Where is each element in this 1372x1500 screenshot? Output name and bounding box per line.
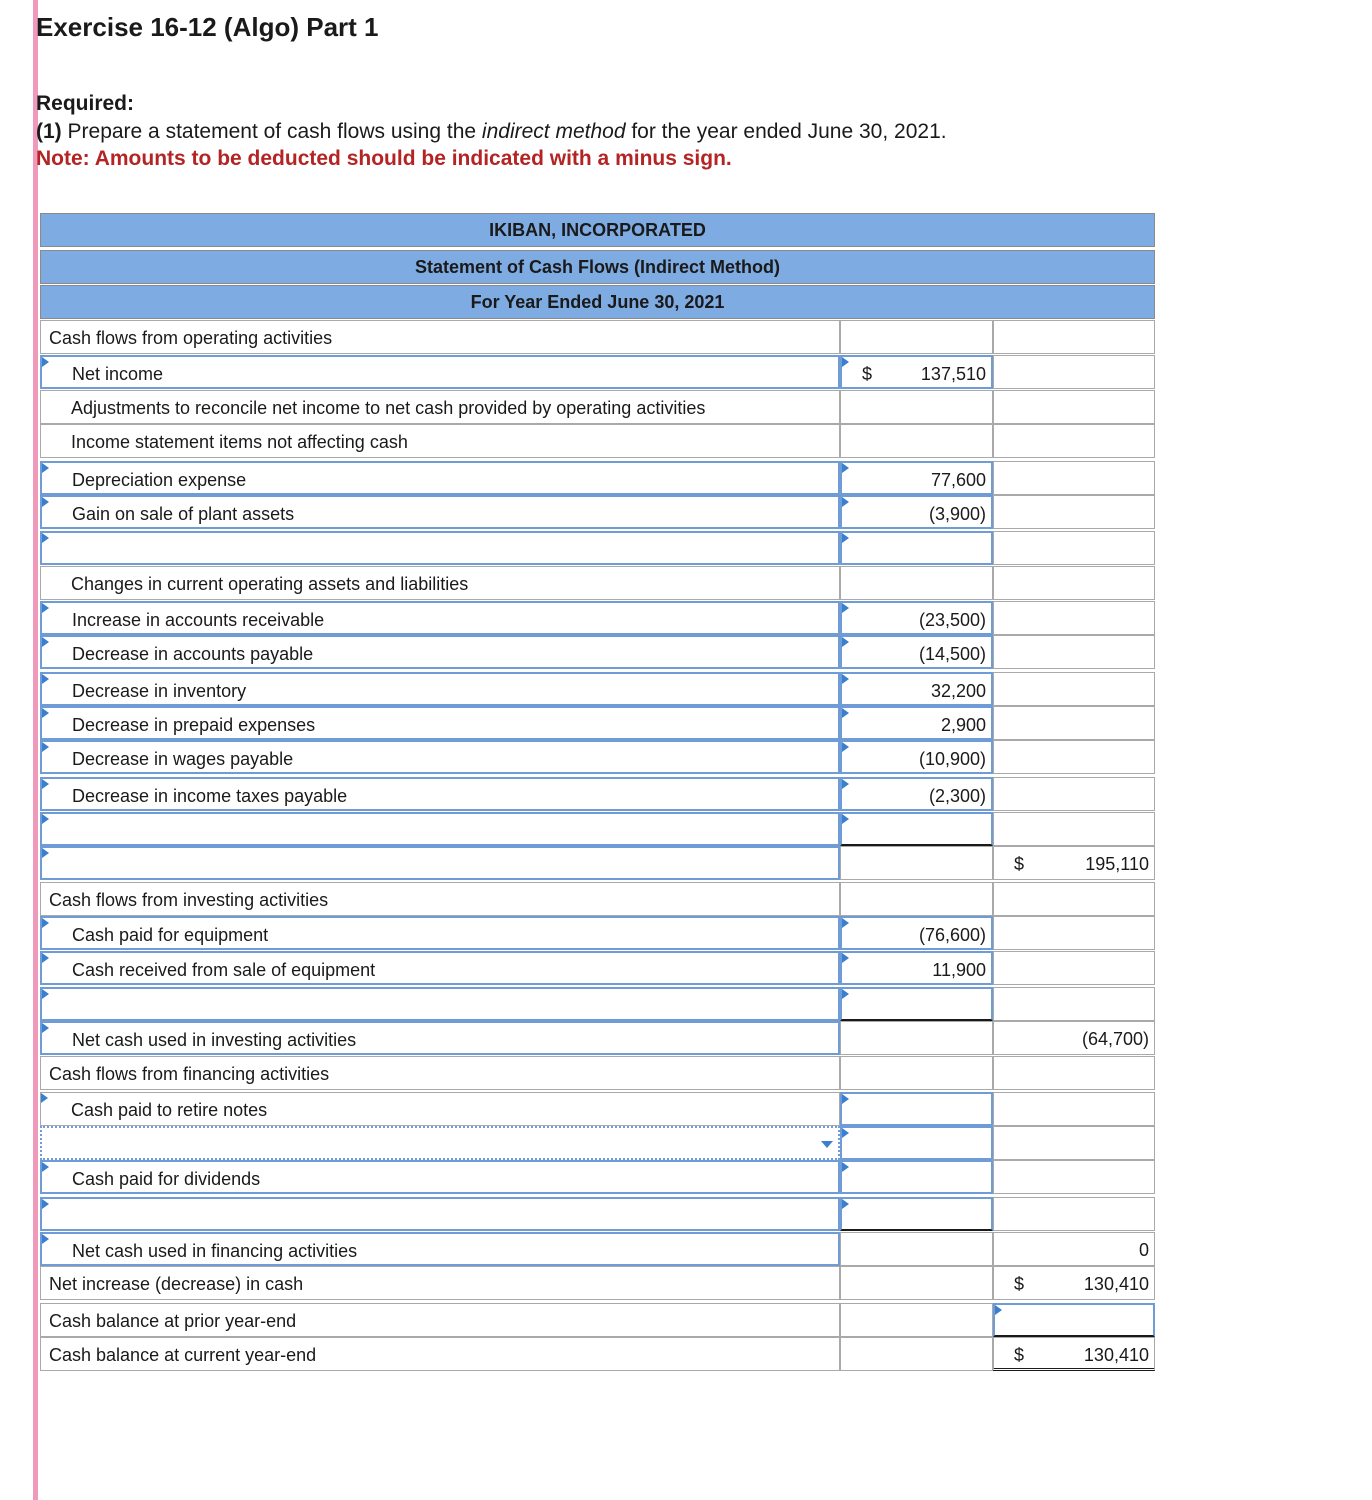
- row-changes-heading: [40, 566, 1155, 600]
- row-empty-financing: [40, 1197, 1155, 1231]
- dropdown-marker-icon: [42, 1023, 49, 1033]
- required-instruction: [36, 120, 947, 144]
- row-dec-taxes: [40, 777, 1155, 811]
- amount-cell: [840, 390, 993, 424]
- amount-cell: [840, 1232, 993, 1266]
- inc-ar-label: Increase in accounts receivable: [72, 610, 325, 630]
- row-empty-investing: [40, 987, 1155, 1021]
- gain-sale-amount-input[interactable]: [840, 495, 993, 529]
- net-increase-label: Net increase (decrease) in cash: [49, 1274, 304, 1294]
- dec-inv-value: 32,200: [930, 681, 986, 701]
- total-cell: [993, 635, 1155, 669]
- label-cell: [40, 320, 840, 354]
- dec-inv-label-input[interactable]: [40, 672, 840, 706]
- total-cell: [993, 987, 1155, 1021]
- row-op-heading: [40, 320, 1155, 354]
- dropdown-marker-icon: [842, 357, 849, 367]
- retire-notes-amount-input[interactable]: [840, 1092, 993, 1126]
- net-operating-value: 195,110: [1085, 854, 1149, 874]
- chevron-down-icon[interactable]: [821, 1141, 833, 1148]
- amount-cell: [840, 846, 993, 880]
- label-cell: [40, 390, 840, 424]
- dec-wages-label: Decrease in wages payable: [72, 749, 294, 769]
- cash-sale-equipment-value: 11,900: [932, 960, 986, 980]
- dropdown-marker-icon: [842, 742, 849, 752]
- total-cell: [993, 1197, 1155, 1231]
- cash-sale-equipment-label: Cash received from sale of equipment: [72, 960, 376, 980]
- cash-sale-equipment-label-input[interactable]: [40, 951, 840, 985]
- amount-cell: [840, 1056, 993, 1090]
- dropdown-marker-icon: [42, 742, 49, 752]
- label-cell: [40, 1303, 840, 1337]
- total-cell: [993, 1092, 1155, 1126]
- row-inv-heading: [40, 882, 1155, 916]
- total-cell: [993, 1160, 1155, 1194]
- dropdown-marker-icon: [842, 1199, 849, 1209]
- dec-ap-amount-input[interactable]: [840, 635, 993, 669]
- dropdown-marker-icon: [42, 637, 49, 647]
- header-company: IKIBAN, INCORPORATED: [40, 213, 1155, 247]
- net-investing-label: Net cash used in investing activities: [72, 1030, 357, 1050]
- adjustments-label: Adjustments to reconcile net income to net cash provided by operating activities: [71, 398, 706, 418]
- total-cell: [993, 916, 1155, 950]
- empty-label-input[interactable]: [40, 531, 840, 565]
- dropdown-marker-icon: [42, 848, 49, 858]
- label-cell: [40, 1337, 840, 1371]
- dec-taxes-value: (2,300): [928, 786, 986, 806]
- net-operating-total-cell: [993, 846, 1155, 880]
- required-text-em: indirect method: [481, 120, 626, 143]
- row-not-affecting: [40, 424, 1155, 458]
- dollar-sign: $: [1014, 1274, 1025, 1294]
- inc-ar-label-input[interactable]: [40, 601, 840, 635]
- left-accent-bar: [33, 0, 38, 1500]
- row-net-increase: [40, 1266, 1155, 1300]
- row-net-income: [40, 355, 1155, 389]
- row-net-operating: [40, 846, 1155, 880]
- net-investing-total-cell: [993, 1021, 1155, 1055]
- total-cell: [993, 320, 1155, 354]
- total-cell: [993, 461, 1155, 495]
- dec-taxes-label: Decrease in income taxes payable: [72, 786, 348, 806]
- dropdown-marker-icon: [842, 918, 849, 928]
- op-heading-label: Cash flows from operating activities: [49, 328, 333, 348]
- row-retire-notes: [40, 1092, 1155, 1126]
- row-dec-prepaid: [40, 706, 1155, 740]
- row-dec-inv: [40, 672, 1155, 706]
- dec-taxes-label-input[interactable]: [40, 777, 840, 811]
- dec-ap-label-input[interactable]: [40, 635, 840, 669]
- dec-wages-value: (10,900): [918, 749, 986, 769]
- row-prior-balance: [40, 1303, 1155, 1337]
- dec-prepaid-label: Decrease in prepaid expenses: [72, 715, 316, 735]
- retire-notes-label: Cash paid to retire notes: [71, 1100, 268, 1120]
- empty-amount-input[interactable]: [840, 987, 993, 1021]
- net-financing-value: 0: [1138, 1240, 1149, 1260]
- dropdown-marker-icon: [42, 989, 49, 999]
- dec-ap-value: (14,500): [918, 644, 986, 664]
- total-cell: [993, 740, 1155, 774]
- dec-wages-label-input[interactable]: [40, 740, 840, 774]
- row-dec-wages: [40, 740, 1155, 774]
- dropdown-marker-icon: [842, 674, 849, 684]
- gain-sale-value: (3,900): [928, 504, 986, 524]
- net-operating-label-input[interactable]: [40, 846, 840, 880]
- net-investing-label-input[interactable]: [40, 1021, 840, 1055]
- empty-amount-input[interactable]: [840, 531, 993, 565]
- label-cell: [40, 882, 840, 916]
- net-increase-value: 130,410: [1083, 1274, 1149, 1294]
- label-cell: [40, 424, 840, 458]
- row-gain-sale: [40, 495, 1155, 529]
- current-balance-total-cell: [993, 1337, 1155, 1371]
- dec-taxes-amount-input[interactable]: [840, 777, 993, 811]
- row-inc-ar: [40, 601, 1155, 635]
- dropdown-marker-icon: [842, 497, 849, 507]
- amount-cell: [840, 566, 993, 600]
- dropdown-marker-icon: [842, 1162, 849, 1172]
- amount-cell: [840, 882, 993, 916]
- amount-cell: [840, 1303, 993, 1337]
- row-cash-equipment: [40, 916, 1155, 950]
- net-income-amount-input[interactable]: [840, 355, 993, 389]
- empty-amount-input[interactable]: [840, 1197, 993, 1231]
- total-cell: [993, 777, 1155, 811]
- amount-cell: [840, 1266, 993, 1300]
- dropdown-marker-icon: [842, 533, 849, 543]
- total-cell: [993, 672, 1155, 706]
- row-financing-dropdown: [40, 1126, 1155, 1160]
- inv-heading-label: Cash flows from investing activities: [49, 890, 329, 910]
- dropdown-marker-icon: [842, 1128, 849, 1138]
- dec-inv-label: Decrease in inventory: [72, 681, 247, 701]
- total-cell: [993, 706, 1155, 740]
- dropdown-marker-icon: [42, 357, 49, 367]
- total-cell: [993, 601, 1155, 635]
- depreciation-value: 77,600: [930, 470, 986, 490]
- row-empty-adjustment: [40, 531, 1155, 565]
- prior-balance-label: Cash balance at prior year-end: [49, 1311, 297, 1331]
- dropdown-marker-icon: [42, 497, 49, 507]
- total-cell: [993, 951, 1155, 985]
- label-cell: [40, 1056, 840, 1090]
- total-cell: [993, 566, 1155, 600]
- dropdown-marker-icon: [42, 918, 49, 928]
- depreciation-label: Depreciation expense: [72, 470, 247, 490]
- dropdown-marker-icon: [42, 1162, 49, 1172]
- dropdown-marker-icon: [42, 779, 49, 789]
- net-income-value: 137,510: [920, 364, 986, 384]
- amount-cell: [840, 424, 993, 458]
- header-period: For Year Ended June 30, 2021: [40, 285, 1155, 319]
- inc-ar-amount-input[interactable]: [840, 601, 993, 635]
- total-cell: [993, 424, 1155, 458]
- row-cash-sale-equipment: [40, 951, 1155, 985]
- label-cell: [40, 1266, 840, 1300]
- net-income-label: Net income: [72, 364, 164, 384]
- empty-amount-input[interactable]: [840, 812, 993, 846]
- cash-sale-equipment-amount-input[interactable]: [840, 951, 993, 985]
- amount-cell: [840, 320, 993, 354]
- dropdown-marker-icon: [42, 1234, 49, 1244]
- dollar-sign: $: [862, 364, 873, 384]
- fin-heading-label: Cash flows from financing activities: [49, 1064, 330, 1084]
- dropdown-marker-icon: [42, 1199, 49, 1209]
- row-fin-heading: [40, 1056, 1155, 1090]
- cash-equipment-label-input[interactable]: [40, 916, 840, 950]
- dollar-sign: $: [1014, 1345, 1025, 1365]
- net-financing-label: Net cash used in financing activities: [72, 1241, 358, 1261]
- gain-sale-label-input[interactable]: [40, 495, 840, 529]
- dropdown-marker-icon: [842, 953, 849, 963]
- row-net-financing: [40, 1232, 1155, 1266]
- dropdown-marker-icon: [42, 814, 49, 824]
- prior-balance-input[interactable]: [993, 1303, 1155, 1337]
- dividends-label-input[interactable]: [40, 1160, 840, 1194]
- empty-label-input[interactable]: [40, 987, 840, 1021]
- dropdown-marker-icon: [842, 989, 849, 999]
- current-balance-value: 130,410: [1083, 1345, 1149, 1365]
- row-net-investing: [40, 1021, 1155, 1055]
- dec-wages-amount-input[interactable]: [840, 740, 993, 774]
- amount-cell: [840, 1337, 993, 1371]
- row-current-balance: [40, 1337, 1155, 1371]
- label-cell: [40, 566, 840, 600]
- dropdown-marker-icon: [42, 674, 49, 684]
- financing-amount-input[interactable]: [840, 1126, 993, 1160]
- dropdown-marker-icon: [842, 637, 849, 647]
- dec-inv-amount-input[interactable]: [840, 672, 993, 706]
- not-affecting-label: Income statement items not affecting cash: [71, 432, 408, 452]
- cash-equipment-value: (76,600): [918, 925, 986, 945]
- dec-ap-label: Decrease in accounts payable: [72, 644, 314, 664]
- inc-ar-value: (23,500): [918, 610, 986, 630]
- retire-notes-label-cell: [40, 1092, 840, 1126]
- dollar-sign: $: [1014, 854, 1025, 874]
- dec-prepaid-label-input[interactable]: [40, 706, 840, 740]
- dropdown-marker-icon: [842, 463, 849, 473]
- required-number: (1): [36, 120, 62, 143]
- total-cell: [993, 1126, 1155, 1160]
- empty-label-input[interactable]: [40, 812, 840, 846]
- required-text-post: for the year ended June 30, 2021.: [631, 120, 947, 143]
- dec-prepaid-value: 2,900: [940, 715, 986, 735]
- row-adjustments: [40, 390, 1155, 424]
- empty-label-input[interactable]: [40, 1197, 840, 1231]
- net-financing-total-cell: [993, 1232, 1155, 1266]
- total-cell: [993, 882, 1155, 916]
- dropdown-marker-icon: [42, 953, 49, 963]
- changes-label: Changes in current operating assets and liabilities: [71, 574, 469, 594]
- dropdown-marker-icon: [41, 1093, 48, 1103]
- dropdown-marker-icon: [42, 463, 49, 473]
- amount-cell: [840, 1021, 993, 1055]
- row-dec-ap: [40, 635, 1155, 669]
- net-financing-label-input[interactable]: [40, 1232, 840, 1266]
- current-balance-label: Cash balance at current year-end: [49, 1345, 317, 1365]
- required-label: Required:: [36, 92, 135, 115]
- dropdown-marker-icon: [42, 533, 49, 543]
- dropdown-marker-icon: [842, 814, 849, 824]
- total-cell: [993, 531, 1155, 565]
- dropdown-marker-icon: [42, 708, 49, 718]
- depreciation-label-input[interactable]: [40, 461, 840, 495]
- total-cell: [993, 812, 1155, 846]
- dropdown-marker-icon: [842, 1094, 849, 1104]
- dropdown-marker-icon: [995, 1305, 1002, 1315]
- row-depreciation: [40, 461, 1155, 495]
- row-dividends: [40, 1160, 1155, 1194]
- dropdown-marker-icon: [42, 603, 49, 613]
- dropdown-marker-icon: [842, 708, 849, 718]
- net-income-label-input[interactable]: [40, 355, 840, 389]
- cash-equipment-label: Cash paid for equipment: [72, 925, 269, 945]
- net-increase-total-cell: [993, 1266, 1155, 1300]
- required-text-pre: Prepare a statement of cash flows using the: [67, 120, 477, 143]
- total-cell: [993, 1056, 1155, 1090]
- total-cell: [993, 390, 1155, 424]
- gain-sale-label: Gain on sale of plant assets: [72, 504, 295, 524]
- depreciation-amount-input[interactable]: [840, 461, 993, 495]
- total-cell: [993, 355, 1155, 389]
- financing-item-select[interactable]: [40, 1126, 840, 1160]
- page-title: Exercise 16-12 (Algo) Part 1: [36, 12, 379, 42]
- dividends-amount-input[interactable]: [840, 1160, 993, 1194]
- required-note: Note: Amounts to be deducted should be indicated with a minus sign.: [36, 147, 732, 170]
- row-empty-change: [40, 812, 1155, 846]
- dividends-label: Cash paid for dividends: [72, 1169, 261, 1189]
- dec-prepaid-amount-input[interactable]: [840, 706, 993, 740]
- dropdown-marker-icon: [842, 779, 849, 789]
- header-statement: Statement of Cash Flows (Indirect Method): [40, 250, 1155, 284]
- net-investing-value: (64,700): [1081, 1029, 1149, 1049]
- cash-equipment-amount-input[interactable]: [840, 916, 993, 950]
- dropdown-marker-icon: [842, 603, 849, 613]
- total-cell: [993, 495, 1155, 529]
